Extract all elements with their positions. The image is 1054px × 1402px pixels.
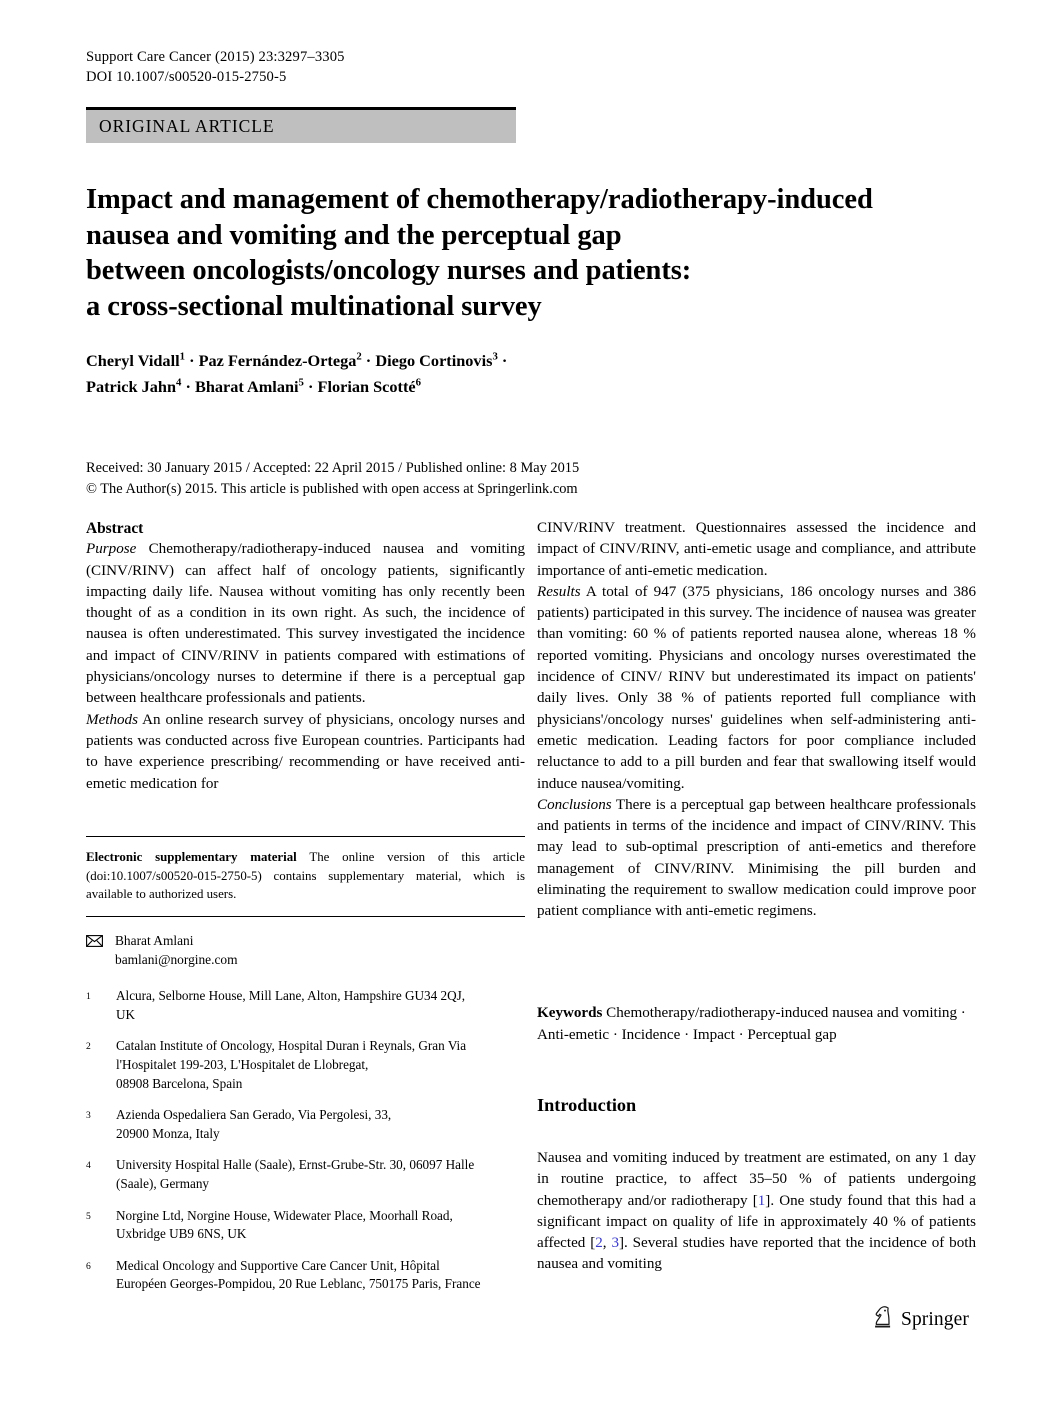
affiliation-address-line: Medical Oncology and Supportive Care Cancer Unit, Hôpital <box>116 1257 440 1273</box>
affiliation-address-line: Azienda Ospedaliera San Gerado, Via Pergolesi, 33, <box>116 1107 392 1123</box>
author-affiliation-marker: 3 <box>492 350 498 363</box>
publication-dates: Received: 30 January 2015 / Accepted: 22 April 2015 / Published online: 8 May 2015 <box>86 460 580 476</box>
envelope-icon <box>86 933 103 969</box>
author-separator: · <box>181 376 195 396</box>
affiliation-address <box>116 1106 525 1143</box>
affiliation-address <box>116 1257 525 1294</box>
footnote-rule-top <box>86 836 525 837</box>
author-affiliation-marker: 2 <box>356 350 362 363</box>
affiliation-item <box>86 1106 525 1143</box>
affiliation-address-line: 20900 Monza, Italy <box>116 1125 220 1141</box>
journal-citation-line: Support Care Cancer (2015) 23:3297–3305 <box>86 49 345 65</box>
intro-part-3: ]. Several studies have reported that the incidence of both nausea and vomiting <box>537 1235 976 1273</box>
springer-logo <box>873 1305 969 1334</box>
results-label: Results <box>537 583 581 600</box>
affiliation-address-line: 08908 Barcelona, Spain <box>116 1075 243 1091</box>
banner-fill <box>86 110 516 143</box>
author-separator: · <box>185 351 199 370</box>
affiliation-item <box>86 987 525 1024</box>
author-affiliation-marker: 6 <box>415 376 421 389</box>
intro-part-2: ]. One study found that this had a significant impact on quality of life in approximately 40 % of patients affected [ <box>537 1192 977 1252</box>
affiliation-item <box>86 1207 525 1244</box>
citation-link-3[interactable]: 3 <box>611 1235 619 1252</box>
affiliation-number: 3 <box>86 1110 91 1122</box>
copyright-line: © The Author(s) 2015. This article is published with open access at Springerlink.com <box>86 480 578 497</box>
supplementary-label: Electronic supplementary material <box>86 850 297 865</box>
citation-separator: , <box>602 1235 612 1252</box>
affiliation-item <box>86 1257 525 1294</box>
article-type-label: ORIGINAL ARTICLE <box>99 116 275 136</box>
supplementary-material-note <box>86 848 525 903</box>
author-affiliation-marker: 1 <box>179 350 185 363</box>
introduction-heading: Introduction <box>537 1095 637 1115</box>
abstract-purpose <box>86 539 525 709</box>
affiliation-number: 4 <box>86 1160 91 1172</box>
title-line-1: Impact and management of chemotherapy/radiotherapy-induced <box>86 184 873 215</box>
keywords-block <box>537 1002 976 1046</box>
affiliation-item <box>86 1037 525 1093</box>
introduction-body <box>537 1148 976 1276</box>
title-line-2: nausea and vomiting and the perceptual gap <box>86 219 622 251</box>
publication-history <box>86 458 706 499</box>
methods-label: Methods <box>86 711 138 728</box>
affiliation-address <box>116 1156 525 1193</box>
affiliation-address-line: UK <box>116 1006 136 1022</box>
abstract-methods-cont: CINV/RINV treatment. Questionnaires assessed the incidence and impact of CINV/RINV, anti-emetic usage and compliance, and attribute importance of anti-emetic medication. <box>537 520 976 579</box>
author-name: Florian Scotté <box>317 376 416 396</box>
affiliation-address-line: Uxbridge UB9 6NS, UK <box>116 1226 247 1242</box>
corresponding-author <box>86 931 525 969</box>
purpose-label: Purpose <box>86 541 137 558</box>
footnote-rule-bottom <box>86 916 525 917</box>
citation-link-2[interactable]: 2 <box>595 1235 603 1252</box>
page-title <box>86 182 966 324</box>
abstract-heading: Abstract <box>86 520 144 537</box>
affiliation-number: 2 <box>86 1041 91 1053</box>
author-name: Cheryl Vidall <box>86 351 180 370</box>
author-separator: · <box>361 351 376 370</box>
author-affiliation-marker: 4 <box>176 376 182 389</box>
affiliation-number: 1 <box>86 991 91 1003</box>
author-name: Bharat Amlani <box>194 376 299 396</box>
springer-knight-icon <box>873 1305 894 1334</box>
title-line-4: a cross-sectional multinational survey <box>86 290 542 322</box>
supplementary-text: The online version of this article (doi:10.1007/s00520-015-2750-5) contains supplementary material, which is available to authorized users. <box>86 850 525 901</box>
keywords-text: Chemotherapy/radiotherapy-induced nausea and vomiting · Anti-emetic · Incidence · Impact · Perceptual gap <box>537 1005 966 1043</box>
author-affiliation-marker: 5 <box>298 376 304 389</box>
abstract-conclusions <box>537 795 976 923</box>
author-name: Patrick Jahn <box>86 376 177 396</box>
affiliation-number: 5 <box>86 1210 91 1222</box>
affiliation-address-line: University Hospital Halle (Saale), Ernst-Grube-Str. 30, 06097 Halle <box>116 1157 475 1173</box>
author-line-1 <box>86 348 706 374</box>
corresponding-author-email[interactable]: bamlani@norgine.com <box>115 952 238 968</box>
corresponding-author-details <box>115 931 238 969</box>
title-line-3: between oncologists/oncology nurses and patients: <box>86 255 692 286</box>
author-name: Diego Cortinovis <box>375 351 493 370</box>
abstract-column-left <box>86 518 525 795</box>
affiliation-address-line: Européen Georges-Pompidou, 20 Rue Leblanc, 750175 Paris, France <box>116 1276 481 1292</box>
author-separator: · <box>497 351 508 370</box>
conclusions-text: There is a perceptual gap between healthcare professionals and patients in terms of the incidence and impact of CINV/RINV. This may lead to sub-optimal prescription of anti-emetics and therefore management of CINV/RINV. Minimising the pill burden and eliminating the requirement to swallow medication could improve poor patient compliance with anti-emetic regimens. <box>537 796 976 920</box>
keywords-label: Keywords <box>537 1005 603 1021</box>
affiliation-item <box>86 1156 525 1193</box>
affiliation-address <box>116 1207 525 1244</box>
citation-link-1[interactable]: 1 <box>757 1192 766 1209</box>
affiliation-address-line: l'Hospitalet 199-203, L'Hospitalet de Llobregat, <box>116 1056 369 1072</box>
corresponding-author-name: Bharat Amlani <box>115 933 194 949</box>
methods-text: An online research survey of physicians, oncology nurses and patients was conducted across five European countries. Participants had to have experience prescribing/ recommending or have received anti-emetic medication for <box>86 711 525 792</box>
conclusions-label: Conclusions <box>537 796 612 813</box>
author-name: Paz Fernández-Ortega <box>198 351 357 370</box>
author-line-2 <box>86 374 706 400</box>
affiliation-address <box>116 1037 525 1093</box>
affiliation-address-line: Norgine Ltd, Norgine House, Widewater Place, Moorhall Road, <box>116 1207 453 1223</box>
running-head <box>86 48 345 87</box>
affiliation-address-line: (Saale), Germany <box>116 1175 210 1191</box>
intro-part-1: Nausea and vomiting induced by treatment are estimated, on any 1 day in routine practice, to affect 35–50 % of patients undergoing chemotherapy and/or radiotherapy [ <box>537 1150 976 1209</box>
affiliation-number: 6 <box>86 1260 91 1272</box>
author-separator: · <box>303 376 318 396</box>
doi-line: DOI 10.1007/s00520-015-2750-5 <box>86 68 287 85</box>
affiliation-list <box>86 987 525 1294</box>
results-text: A total of 947 (375 physicians, 186 oncology nurses and 386 patients) participated in this survey. The incidence of nausea was greater than vomiting: 60 % of patients reported nausea alone, whereas 18 % reported vomiting. Physicians and oncology nurses overestimated the incidence of CINV/ RINV but underestimated its impact on patients' daily lives. Only 38 % of patients reported full compliance with physicians'/oncology nurses' guidelines when self-administering anti-emetic medication. Leading factors for poor compliance included reluctance to add to a pill burden and fear that swallowing itself would induce nausea/vomiting. <box>537 583 976 792</box>
purpose-text: Chemotherapy/radiotherapy-induced nausea and vomiting (CINV/RINV) can affect half of oncology patients, significantly impacting daily life. Nausea without vomiting has only recently been thought of as a condition in its own right. As such, the incidence of nausea is often underestimated. This survey investigated the incidence and impact of CINV/RINV in patients compared with estimations of physicians/oncology nurses to determine if there is a perceptual gap between healthcare professionals and patients. <box>86 541 525 707</box>
abstract-column-right <box>537 518 976 923</box>
affiliation-address <box>116 987 525 1024</box>
affiliation-address-line: Alcura, Selborne House, Mill Lane, Alton, Hampshire GU34 2QJ, <box>116 988 466 1004</box>
abstract-methods <box>86 710 525 795</box>
article-type-banner <box>86 107 516 143</box>
abstract-results <box>537 582 976 795</box>
footnote-block <box>86 836 525 1307</box>
affiliation-address-line: Catalan Institute of Oncology, Hospital Duran i Reynals, Gran Via <box>116 1038 467 1054</box>
springer-wordmark: Springer <box>901 1308 969 1330</box>
author-list <box>86 348 706 399</box>
